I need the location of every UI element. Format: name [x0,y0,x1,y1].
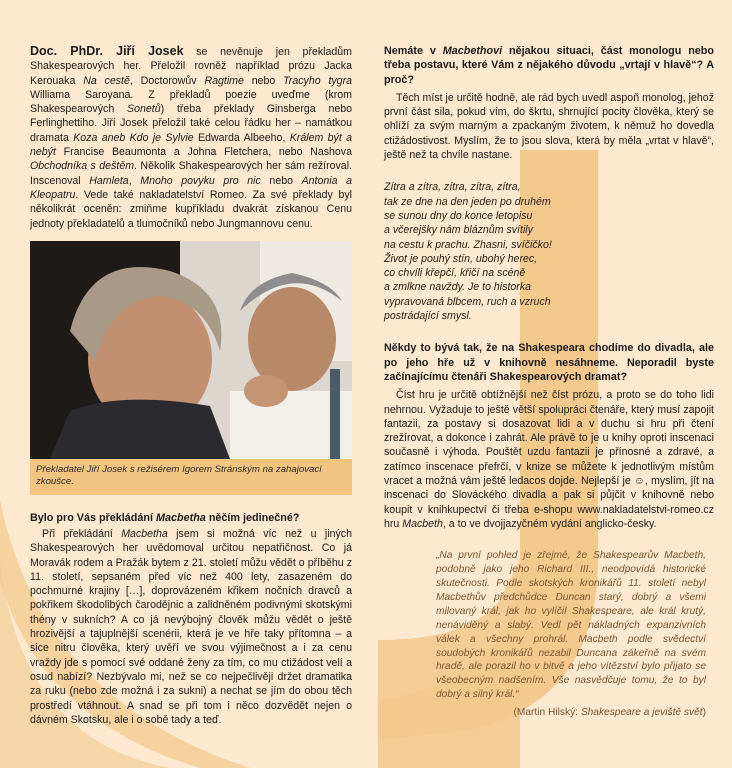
poem-line: na cestu k prachu. Zhasni, svíčičko! [384,238,552,251]
italic-run: Tracyho tygra [283,74,352,87]
intro-body [30,46,352,230]
italic-run: Sonetů [127,103,161,116]
text-run: Francise Beaumonta a Johna Fletchera, nebo Nashova [55,146,352,159]
poem-line: Zítra a zítra, zítra, zítra, zítra, [384,181,521,194]
italic-run: Antonia a Kleopatru [30,174,353,201]
photo [30,241,352,459]
answer-3 [384,388,714,531]
intro-name: Doc. PhDr. Jiří Josek [30,44,184,58]
italic-run: Macbetha [121,527,168,540]
text-run: nebo [243,74,284,87]
italic-run: Obchodníka s deštěm [30,160,135,173]
text-run: jsem si možná víc než u jiných Shakespearových her uvědomoval určitou nepatřičnost. Co já Moravák rodem a Pražák bytem z 21. století můžu vědět o příběhu z 11. století, sepsaném před víc než 400 lety, zasazeném do pochmurné krajiny […], doprovázeném křikem nočních dravců a pokřikem škodolibých čarodějnic a zalidněném podivnými skotskými thény v sukních? A co já nevýbojný člověk můžu vědět o ještě hrozivější a tajuplnější scenérii, která je ve hře taky přítomna – a sice nitru člověka, který uvěří ve svou výjimečnost a i za cenu vraždy jde s pomocí své oddané ženy za tím, co mu ctižádost velí a osud nabízí? Nezbývalo mi, než se co nejpečlivěji držet dramatika za ruku (nebo zde možná i za sukni) a nechat se jím do obou těch prostředí vtáhnout. A snad se při tom i něco dozvědět nejen o dávném Skotsku, ale i o sobě tady a teď. [30,527,352,726]
text-run: , [128,174,141,187]
poem-line: co chvíli křepčí, křičí na scéně [384,267,526,280]
question-2 [384,44,714,87]
text-run: Číst hru je určitě obtížnější než číst prózu, a proto se do toho lidi nehrnou. Vyžaduje to ještě větší spolupráci čtenáře, který musí zapojit fantazii, za postavy si dosazovat lidi a v duchu si hru při čtení zrežírovat, a dokonce i zahrát. Ale právě to je u knihy oproti inscenaci současně i výhoda. Pouštět uzdu fantazii je přínosné a zdravé, a zatímco inscenace přefrčí, v knize se můžete k jednotlivým místům vracet a možná vám ještě ledacos dojde. Nejlepší je ☺, myslím, jít na inscenaci do Slováckého divadla a pak si půjčit v knihovně nebo koupit v knihkupectví či třeba e-shopu www.nakladatelstvi-romeo.cz hru [384,389,714,530]
poem-line: postrádající smysl. [384,310,472,323]
quote-source-end: ) [702,707,706,719]
text-run: nebo [260,174,302,187]
poem-line: a včerejšky nám bláznům svítily [384,224,533,237]
poem-line: Život je pouhý stín, ubohý herec, [384,252,538,265]
text-run: Při překládání [42,527,122,540]
text-run: , Doctorowův [129,74,205,87]
question-1 [30,511,352,525]
left-column [30,44,352,727]
italic-run: Macbethovi [442,45,503,57]
macbeth-monologue [384,180,714,323]
italic-run: Na cestě [83,74,130,87]
text-run: se nevěnuje jen překladům Shakespearových her. Přeložil rovněž například prózu Jacka Kerouaka [30,46,353,87]
quote-source [436,706,706,720]
question-3: Někdy to bývá tak, že na Shakespeara chodíme do divadla, ale po jeho hře už v knihovně nesáhneme. Neporadil byste začínajícímu čtenáři Shakespearových dramat? [384,342,714,383]
quote-source-prefix: (Martin Hilský: [513,707,581,719]
text-run: , a to ve dvojjazyčném vydání anglicko-česky. [442,517,657,530]
italic-run: Macbeth [402,517,443,530]
quote-text: „Na první pohled je zřejmé, že Shakespearův Macbeth, podobně jako jeho Richard III., neodpovídá historické skutečnosti. Podle skotských kronikářů 11. století nebyl Macbethův předchůdce Duncan starý, dobrý a všemi milovaný král, jak ho vylíčil Shakespeare, ale král krutý, nenáviděný a slabý. Vedl pět nákladných expanzivních válek a všechny prohrál. Macbeth podle svědectví soudobých kronikářů nezabil Duncana zákeřně na svém hradě, ale porazil ho v bitvě a jeho vítězství bylo přijato se všeobecným nadšením. Vše nasvědčuje tomu, že to byl dobrý a silný král.“ [436,550,706,701]
text-run: . Několik Shakespearových her sám režíroval. Inscenoval [30,160,352,187]
text-run: Bylo pro Vás překládání [30,511,157,524]
poem-line: a zmlkne navždy. Je to historka [384,281,532,294]
poem-line: vypravovaná blbcem, ruch a vzruch [384,295,551,308]
italic-run: Koza aneb Kdo je Sylvie [73,131,194,144]
poem-line: se sunou dny do konce letopisu [384,209,533,222]
text-run: něčím jedinečné? [205,511,300,524]
poem-line: tak ze dne na den jeden po druhém [384,195,551,208]
italic-run: Hamleta [89,174,129,187]
answer-2: Těch míst je určitě hodně, ale rád bych uvedl aspoň monolog, jehož první část sila, pokud vím, do škrtu, shrnující pocity člověka, který se ohlíží za svým marným a zpackaným životem, k němuž ho dovedla ctižádostivost. Myslím, že to jsou slova, která by měla „vrtat v hlavě“, ještě než ta chvíle nastane. [384,91,714,162]
text-run: Williama Saroyana. Z překladů poezie uveďme (krom Shakespearových [30,88,352,116]
photo-caption: Překladatel Jiří Josek s režisérem Igorem Stránským na zahajovací zkoušce. [30,459,352,495]
italic-run: Mnoho povyku pro nic [140,174,261,187]
answer-1 [30,527,352,727]
hilsky-quote [436,549,706,720]
italic-run: Králem být a nebýt [30,131,352,159]
text-run: nějakou situaci, část monologu nebo třeba postavu, které Vám z nějakého důvodu „vrtají v hlavě“? A proč? [384,45,714,86]
text-run: ) třeba překlady Ginsberga nebo Ferlinghettiho. Jiří Josek přeložil také celou řádku her – namátkou dramata [30,103,353,144]
text-run: . Vede také nakladatelství Romeo. Za své překlady byl několikrát oceněn: zmiňme kupříkladu dvakrát získanou Cenu jednoty překladatelů a tlumočníků nebo Jungmannovu cenu. [30,188,352,230]
text-run: Nemáte v [384,45,443,57]
right-column [384,44,714,720]
quote-source-title: Shakespeare a jeviště svět [580,707,703,719]
italic-run: Ragtime [204,74,244,87]
italic-run: Macbetha [156,511,206,524]
intro-paragraph [30,44,352,231]
photo-illustration [30,241,352,459]
text-run: Edwarda Albeeho, [193,131,290,144]
